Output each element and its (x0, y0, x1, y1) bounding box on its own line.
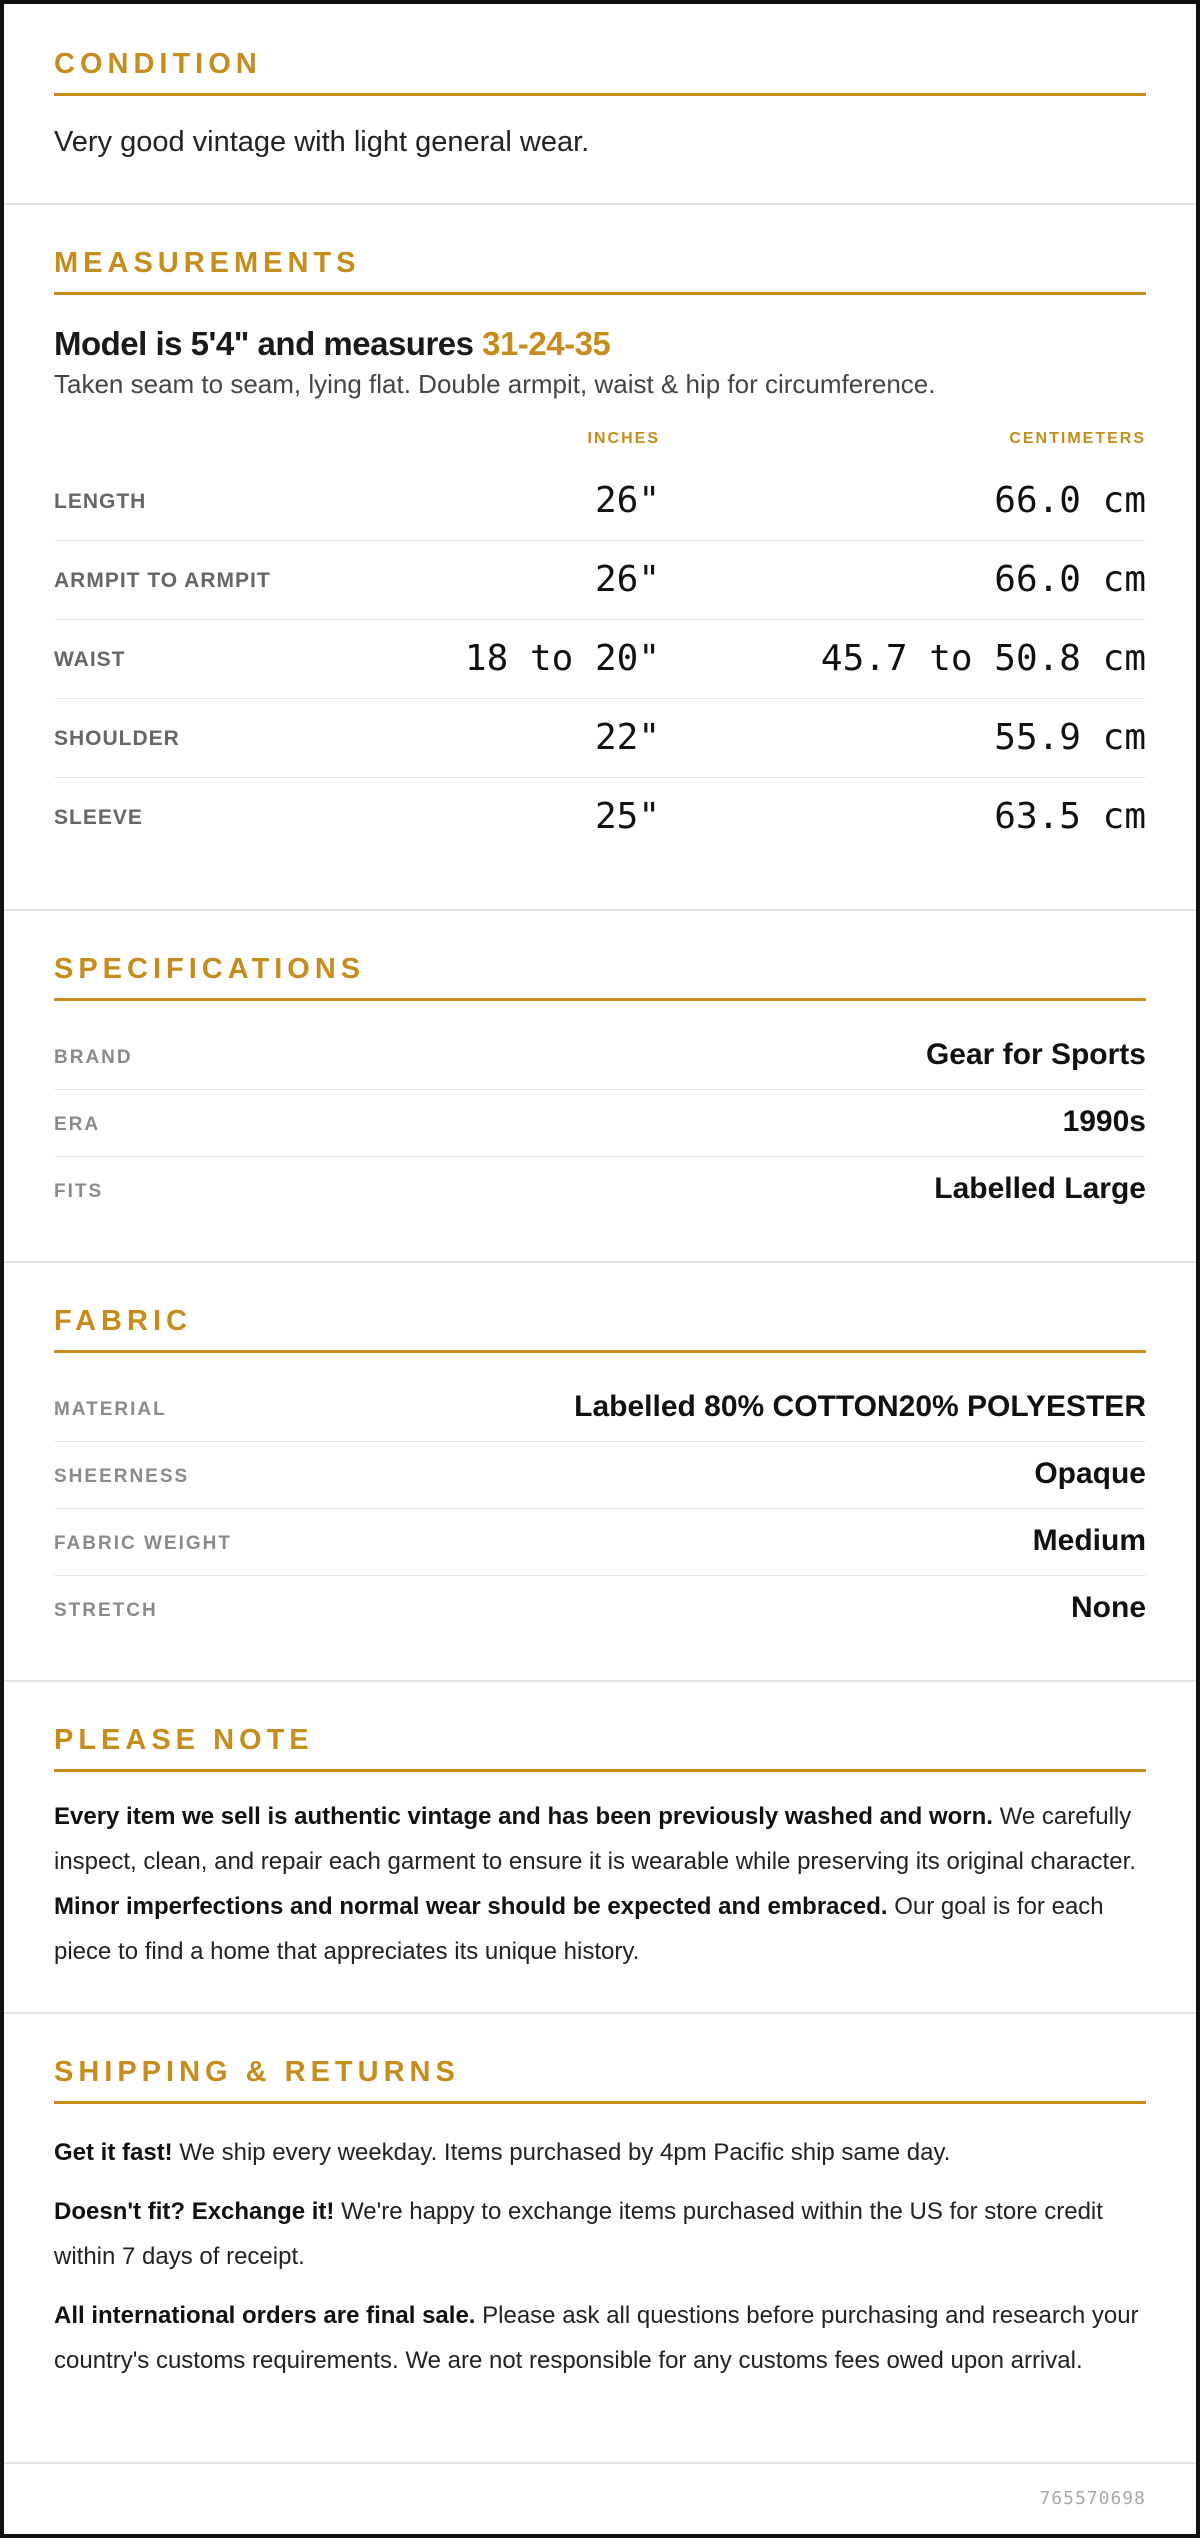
measurement-row-length (54, 462, 1146, 541)
shipping-returns-heading: SHIPPING & RETURNS (54, 2056, 1146, 2104)
measurement-cm: 45.7 to 50.8 cm (820, 638, 1146, 679)
measurement-column-headers (54, 422, 1146, 462)
please-note-section (4, 1682, 1196, 2014)
spec-value: Gear for Sports (925, 1038, 1146, 1071)
fabric-table (54, 1375, 1146, 1643)
fabric-row-material (54, 1375, 1146, 1442)
fabric-heading: FABRIC (54, 1305, 1146, 1353)
shipping-text: Please ask all questions before purchasing and research your country's customs requirements. We are not responsible for any customs fees owed upon arrival. (54, 2302, 1139, 2374)
measurement-label: ARMPIT TO ARMPIT (54, 569, 271, 592)
measurement-label: SLEEVE (54, 806, 143, 829)
shipping-text: We ship every weekday. Items purchased by 4pm Pacific ship same day. (172, 2139, 951, 2166)
centimeters-column-header: CENTIMETERS (1009, 430, 1146, 447)
specifications-heading: SPECIFICATIONS (54, 953, 1146, 1001)
spec-key: BRAND (54, 1047, 133, 1068)
spec-row-era (54, 1090, 1146, 1157)
measurement-row-waist (54, 620, 1146, 699)
measurement-inches: 25" (594, 796, 660, 837)
note-bold-2: Minor imperfections and normal wear should be expected and embraced. (54, 1893, 888, 1920)
please-note-text (54, 1794, 1146, 1974)
shipping-text: We're happy to exchange items purchased within the US for store credit within 7 days of receipt. (54, 2198, 1103, 2270)
specifications-table (54, 1023, 1146, 1224)
condition-text: Very good vintage with light general wear. (54, 126, 590, 158)
measurements-heading: MEASUREMENTS (54, 247, 1146, 295)
fabric-key: FABRIC WEIGHT (54, 1533, 232, 1554)
measurement-cm: 66.0 cm (994, 480, 1146, 521)
condition-heading: CONDITION (54, 48, 1146, 96)
measurements-section (4, 205, 1196, 911)
shipping-paragraph-exchange (54, 2189, 1146, 2279)
measurement-table (54, 462, 1146, 857)
measurement-cm: 63.5 cm (994, 796, 1146, 837)
measurement-row-armpit (54, 541, 1146, 620)
note-bold-1: Every item we sell is authentic vintage and has been previously washed and worn. (54, 1803, 993, 1830)
fabric-row-sheerness (54, 1442, 1146, 1509)
sku-number: 765570698 (1039, 2488, 1146, 2509)
fabric-value: Labelled 80% COTTON20% POLYESTER (574, 1390, 1146, 1423)
fabric-row-stretch (54, 1576, 1146, 1643)
measurement-inches: 26" (594, 480, 660, 521)
model-measures: 31-24-35 (482, 325, 611, 362)
spec-key: ERA (54, 1114, 101, 1135)
fabric-key: STRETCH (54, 1600, 158, 1621)
model-info (54, 325, 1146, 363)
inches-column-header: INCHES (587, 430, 660, 447)
measurement-instructions: Taken seam to seam, lying flat. Double armpit, waist & hip for circumference. (54, 369, 936, 399)
spec-row-brand (54, 1023, 1146, 1090)
measurement-inches: 18 to 20" (464, 638, 660, 679)
spec-key: FITS (54, 1181, 104, 1202)
fabric-value: Opaque (1034, 1457, 1146, 1490)
spec-value: Labelled Large (934, 1172, 1146, 1205)
measurement-cm: 55.9 cm (994, 717, 1146, 758)
measurement-row-shoulder (54, 699, 1146, 778)
model-prefix: Model is 5'4" and measures (54, 325, 483, 362)
footer (4, 2464, 1196, 2538)
shipping-bold: Doesn't fit? Exchange it! (54, 2198, 335, 2225)
note-text-2: Our goal is for each piece to find a home that appreciates its unique history. (54, 1893, 1104, 1965)
fabric-section (4, 1263, 1196, 1682)
fabric-value: None (1071, 1591, 1146, 1624)
shipping-paragraph-international (54, 2293, 1146, 2383)
measurement-label: SHOULDER (54, 727, 180, 750)
condition-section (4, 4, 1196, 205)
shipping-bold: Get it fast! (54, 2139, 173, 2166)
spec-row-fits (54, 1157, 1146, 1224)
fabric-key: MATERIAL (54, 1399, 167, 1420)
specifications-section (4, 911, 1196, 1263)
measurement-row-sleeve (54, 778, 1146, 857)
measurement-cm: 66.0 cm (994, 559, 1146, 600)
fabric-key: SHEERNESS (54, 1466, 190, 1487)
spec-value: 1990s (1062, 1105, 1146, 1138)
shipping-paragraph-fast (54, 2130, 1146, 2175)
fabric-row-weight (54, 1509, 1146, 1576)
shipping-returns-section (4, 2014, 1196, 2464)
please-note-heading: PLEASE NOTE (54, 1724, 1146, 1772)
fabric-value: Medium (1032, 1524, 1146, 1557)
measurement-inches: 26" (594, 559, 660, 600)
measurement-inches: 22" (594, 717, 660, 758)
shipping-bold: All international orders are final sale. (54, 2302, 476, 2329)
note-text-1: We carefully inspect, clean, and repair each garment to ensure it is wearable while preserving its original character. (54, 1803, 1136, 1875)
measurement-label: LENGTH (54, 490, 147, 513)
measurement-label: WAIST (54, 648, 126, 671)
